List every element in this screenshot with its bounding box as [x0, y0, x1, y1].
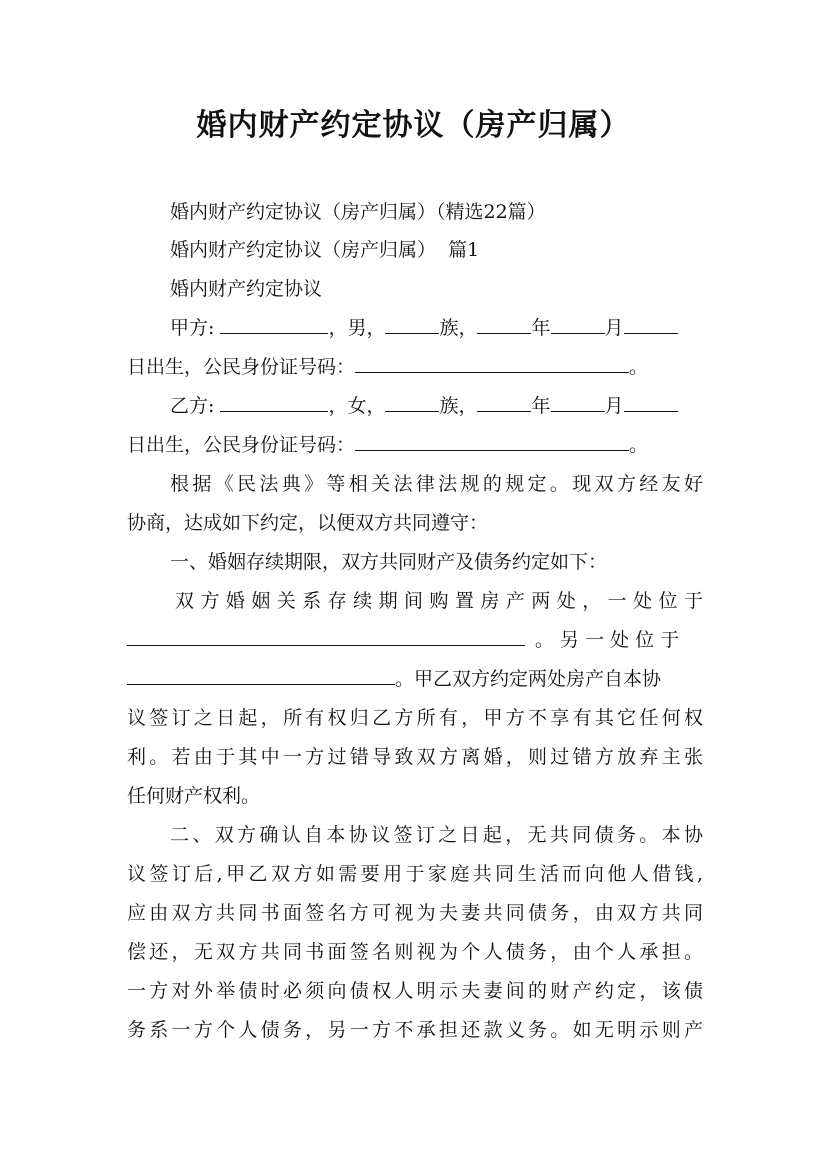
section-heading: 婚内财产约定协议（房产归属） 篇1 — [170, 239, 480, 261]
party-a-end: 。 — [629, 356, 649, 378]
clause1-line-6: 任何财产权利。 — [127, 785, 261, 807]
clause1-heading: 一、婚姻存续期限，双方共同财产及债务约定如下： — [170, 551, 608, 573]
party-a-year: 年 — [531, 317, 551, 339]
party-a-id-line — [127, 354, 703, 380]
party-b-label: 乙方: — [170, 395, 215, 417]
clause2-line-2: 议签订后,甲乙双方如需要用于家庭共同生活而向他人借钱, — [127, 863, 703, 885]
party-a-day-blank — [624, 315, 678, 334]
clause2-line-4: 偿还，无双方共同书面签名则视为个人债务，由个人承担。 — [127, 941, 703, 963]
party-a-birth: 日出生，公民身份证号码： — [127, 356, 356, 378]
party-b-year: 年 — [531, 395, 551, 417]
intro-line-1: 根据《民法典》等相关法律法规的规定。现双方经友好 — [170, 473, 703, 495]
party-b-day-blank — [624, 393, 678, 412]
clause1-line-5: 利。若由于其中一方过错导致双方离婚，则过错方放弃主张 — [127, 746, 703, 768]
clause1-line-3 — [127, 666, 703, 692]
party-b-birth: 日出生，公民身份证号码： — [127, 434, 356, 456]
clause1-line-3-tail: 。甲乙双方约定两处房产自本协 — [395, 668, 662, 690]
party-a-year-blank — [477, 315, 531, 334]
party-b-line — [170, 393, 703, 419]
party-a-id-blank — [355, 354, 629, 373]
party-b-month-blank — [551, 393, 605, 412]
party-b-name-blank — [220, 393, 328, 412]
party-b-year-blank — [477, 393, 531, 412]
document-subtitle: 婚内财产约定协议（房产归属）（精选22篇） — [170, 201, 546, 223]
clause1-line-2 — [127, 627, 703, 653]
clause2-line-6: 务系一方个人债务，另一方不承担还款义务。如无明示则产 — [127, 1019, 703, 1041]
party-b-gender: ，女， — [328, 395, 386, 417]
clause2-line-3: 应由双方共同书面签名方可视为夫妻共同债务，由双方共同 — [127, 902, 703, 924]
clause2-line-1: 二、双方确认自本协议签订之日起，无共同债务。本协 — [170, 824, 703, 846]
party-a-name-blank — [220, 315, 328, 334]
party-b-ethnicity-blank — [385, 393, 439, 412]
clause1-location-2-blank — [127, 666, 395, 685]
party-a-month-blank — [551, 315, 605, 334]
party-b-id-line — [127, 432, 703, 458]
party-b-end: 。 — [629, 434, 649, 456]
clause1-line-1: 双方婚姻关系存续期间购置房产两处，一处位于 — [175, 590, 703, 612]
party-b-id-blank — [355, 432, 629, 451]
agreement-name: 婚内财产约定协议 — [170, 278, 323, 300]
party-a-ethnicity: 族， — [439, 317, 478, 339]
clause1-location-1-blank — [127, 627, 525, 646]
clause1-line-4: 议签订之日起，所有权归乙方所有，甲方不享有其它任何权 — [127, 707, 703, 729]
party-a-gender: ，男， — [328, 317, 386, 339]
party-b-ethnicity: 族， — [439, 395, 478, 417]
party-b-month: 月 — [604, 395, 624, 417]
party-a-ethnicity-blank — [385, 315, 439, 334]
party-a-line — [170, 315, 703, 341]
clause1-line-2-tail: 。 另 一 处 位 于 — [535, 629, 680, 651]
intro-line-2: 协商，达成如下约定，以便双方共同遵守： — [127, 512, 489, 534]
document-title: 婚内财产约定协议（房产归属） — [196, 108, 631, 143]
party-a-month: 月 — [604, 317, 624, 339]
clause2-line-5: 一方对外举债时必须向债权人明示夫妻间的财产约定，该债 — [127, 980, 703, 1002]
party-a-label: 甲方: — [170, 317, 215, 339]
